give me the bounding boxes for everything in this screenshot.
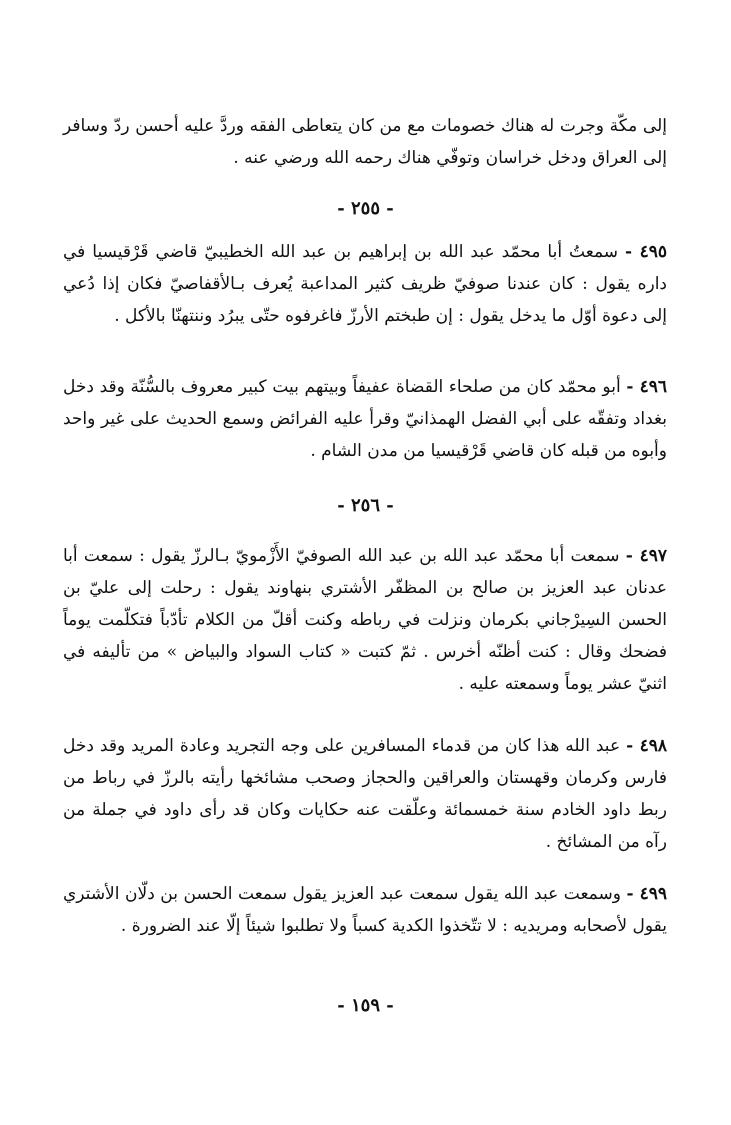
page-number: - ١٥٩ - xyxy=(337,995,394,1016)
intro-paragraph: إلى مكّة وجرت له هناك خصومات مع من كان يتعاطى الفقه وردَّ عليه أحسن ردّ وسافر إلى العراق ودخل خراسان وتوفّي هناك رحمه الله ورضي عنه . xyxy=(63,116,667,168)
section-marker-256: - ٢٥٦ - xyxy=(337,495,394,516)
entry-number: ٤٩٧ - xyxy=(625,546,667,566)
entry-number: ٤٩٩ - xyxy=(626,884,668,904)
entry-498 xyxy=(63,730,667,858)
section-marker-255: - ٢٥٥ - xyxy=(337,198,394,219)
entry-text: وسمعت عبد الله يقول سمعت عبد العزيز يقول سمعت الحسن بن دلّان الأشتري يقول لأصحابه ومريديه : لا تتّخذوا الكدية كسباً ولا تطلبوا شيئاً إلّا عند الضرورة . xyxy=(63,884,667,936)
entry-text: أبو محمّد كان من صلحاء القضاة عفيفاً وبيتهم بيت كبير معروف بالسُّنّة وقد دخل بغداد وتفقّه على أبي الفضل الهمذانيّ وقرأ عليه الفرائض وسمع الحديث على غير واحد وأبوه من قبله كان قاضي قَرْقيسيا من مدن الشام . xyxy=(63,377,667,461)
entry-497 xyxy=(63,540,667,700)
entry-number: ٤٩٥ - xyxy=(625,242,668,262)
entry-number: ٤٩٦ - xyxy=(626,377,667,397)
entry-495 xyxy=(63,236,667,332)
entry-499 xyxy=(63,878,667,942)
entry-496 xyxy=(63,371,667,467)
entry-text: سمعتُ أبا محمّد عبد الله بن إبراهيم بن عبد الله الخطيبيّ قاضي قَرْقيسيا في داره يقول : كان عندنا صوفيّ ظريف كثير المداعبة يُعرف بـالأقفاصيّ فكان إذا دُعي إلى دعوة أوّل ما يدخل يقول : إن طبختم الأرزّ فاغرفوه حتّى يبرُد وننتهنّا بالأكل . xyxy=(63,242,667,326)
entry-text: سمعت أبا محمّد عبد الله بن عبد الله الصوفيّ الأَزْمويّ بـالرزّ يقول : سمعت أبا عدنان عبد العزيز بن صالح بن المظفّر الأشتري بنهاوند يقول : رحلت إلى عليّ بن الحسن السِيرْجاني بكرمان ونزلت في رباطه وكنت أقلّ من الكلام تأدّباً فتكلّمت يوماً فضحك وقال : كنت أظنّه أخرس . ثمّ كتبت « كتاب السواد والبياض » من تأليفه في اثنيّ عشر يوماً وسمعته عليه . xyxy=(63,546,667,694)
entry-number: ٤٩٨ - xyxy=(626,736,667,756)
entry-text: عبد الله هذا كان من قدماء المسافرين على وجه التجريد وعادة المريد وقد دخل فارس وكرمان وقهستان والعراقين والحجاز وصحب مشائخها رأيته بالرزّ في رباط من ربط داود الخادم سنة خمسمائة وعلّقت عنه حكايات وكان قد رأى داود في جملة من رآه من المشائخ . xyxy=(63,736,667,852)
